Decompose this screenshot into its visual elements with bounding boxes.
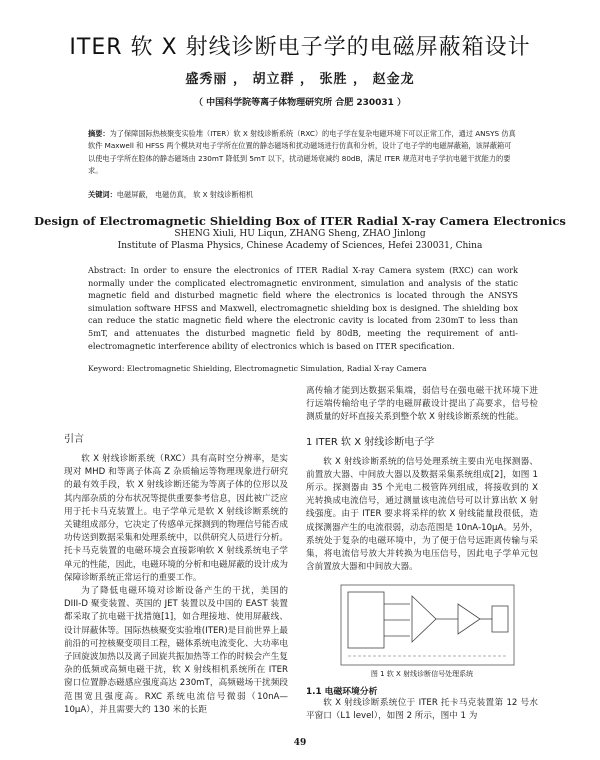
keywords-cn (88, 190, 518, 200)
abstract-cn (88, 128, 518, 178)
subsection-1-1 (306, 684, 538, 723)
daq-block (492, 606, 508, 632)
keywords-en-label: Keyword: (88, 364, 125, 373)
intro-heading: 引言 (64, 434, 84, 445)
paper-title-en: Design of Electromagnetic Shielding Box of ITER Radial X-ray Camera Electronics (34, 214, 566, 228)
keywords-en (88, 364, 518, 373)
right-paragraph-continued: 离传输才能到达数据采集端，弱信号在强电磁干扰环境下进行远端传输给电子学的电磁屏蔽设计提出了高要求，信号检测质量的好坏直接关系到整个软 X 射线诊断系统的性能。 (306, 386, 538, 423)
diagram-frame (341, 585, 514, 665)
abstract-en (88, 264, 518, 352)
keywords-cn-label: 关键词： (88, 190, 117, 199)
abstract-en-text: In order to ensure the electronics of ITER Radial X-ray Camera system (RXC) can work normally under the complicated electromagnetic environment, simulation and analysis of the static magnetic field and disturbed magnetic field where the electronics is located through the ANSYS simulation software HFSS and Maxwell, electromagnetic shielding box is designed. The shielding box can reduce the static magnetic field where the electronic cavity is located from 230mT to less than 5mT, and attenuates the disturbed magnetic field by 80dB, meeting the requirement of anti-electromagnetic interference ability of electronics which is based on ITER specification. (88, 265, 518, 351)
keywords-en-text: Electromagnetic Shielding, Electromagnetic Simulation, Radial X-ray Camera (126, 364, 427, 373)
section-1-paragraph: 软 X 射线诊断系统的信号处理系统主要由光电探测器、前置放大器、中间放大器以及数据采集系统组成[2]，如图 1 所示。探测器由 35 个光电二极管阵列组成，将接收到的 X 光转换成电流信号，通过测量该电流信号可以计算出软 X 射线强度。由于 ITER 要求将采样的软 X 射线能量段很低，造成探测器产生的电流很弱，动态范围是 10nA-10μA。另外，系统处于复杂的电磁环境中，为了便于信号远距离传输与采集，将电流信号放大并转换为电压信号，因此电子学单元包含前置放大器和中间放大器。 (306, 456, 538, 573)
left-column (64, 430, 288, 717)
paper-title-cn: ITER 软 X 射线诊断电子学的电磁屏蔽箱设计 (69, 35, 531, 60)
intro-paragraph-1: 软 X 射线诊断系统（RXC）具有高时空分辨率，是实现对 MHD 和等离子体高 Z 杂质输运等物理现象进行研究的最有效手段，软 X 射线诊断还能为等离子体的位形以及其内部杂质的分布状况等提供重要参考信息，因此被广泛应用于托卡马克装置上。电子学单元是软 X 射线诊断系统的关键组成部分，它决定了传感单元探测到的物理信号能否成功传送到数据采集和处理系统中，以供研究人员进行分析。托卡马克装置的电磁环境会直接影响软 X 射线系统电子学单元的性能，因此，电磁环境的分析和电磁屏蔽的设计成为保障诊断系统正常运行的重要工作。 (64, 454, 288, 583)
abstract-cn-label: 摘要： (88, 129, 110, 138)
affiliation-cn: （ 中国科学院等离子体物理研究所 合肥 230031 ） (193, 98, 407, 108)
intro-paragraph-2: 为了降低电磁环境对诊断设备产生的干扰，美国的 DIII-D 聚变装置、英国的 JET 装置以及中国的 EAST 装置都采取了抗电磁干扰措施[1]，如合理接地、使用屏蔽线、设计屏蔽体等。国际热核聚变实验堆(ITER)是目前世界上最前沿的可控核聚变项目工程，磁体系统电流变化、大功率电子回旋波加热以及离子回旋共振加热等工作的时候会产生复杂的低频或高频电磁干扰，软 X 射线相机系统所在 ITER 窗口位置静态磁感应强度高达 230mT，高频磁场干扰频段范围宽且强度高。RXC 系统电流信号微弱（10nA—10μA），并且需要大约 130 米的长距 (64, 586, 288, 715)
right-column (306, 385, 538, 574)
authors-cn: 盛秀丽 ， 胡立群 ， 张胜 ， 赵金龙 (185, 72, 415, 87)
abstract-cn-text: 为了保障国际热核聚变实验堆（ITER）软 X 射线诊断系统（RXC）的电子学在复杂电磁环境下可以正常工作，通过 ANSYS 仿真软件 Maxwell 和 HFSS 两个模块对电子学所在位置的静态磁场和扰动磁场进行仿真和分析，设计了电子学的电磁屏蔽箱，该屏蔽箱可以使电子学所在腔体的静态磁场由 230mT 降低到 5mT 以下，扰动磁场衰减约 80dB，满足 ITER 规范对电子学抗电磁干扰能力的要求。 (88, 129, 516, 176)
subsection-1-1-heading: 1.1 电磁环境分析 (306, 687, 378, 697)
figure-1-caption: 图 1 软 X 射线诊断信号处理系统 (370, 670, 474, 678)
intermediate-amplifier-symbol (458, 604, 480, 634)
keywords-cn-text: 电磁屏蔽， 电磁仿真， 软 X 射线诊断相机 (116, 190, 254, 199)
section-1-heading: 1 ITER 软 X 射线诊断电子学 (306, 436, 435, 448)
detector-block (348, 592, 384, 648)
signal-processing-diagram (340, 584, 515, 666)
affiliation-en: Institute of Plasma Physics, Chinese Academy of Sciences, Hefei 230031, China (117, 241, 483, 251)
subsection-1-1-paragraph: 软 X 射线诊断系统位于 ITER 托卡马克装置第 12 号水平窗口（L1 level），如图 2 所示，图中 1 为 (306, 698, 538, 722)
abstract-en-label: Abstract: (88, 265, 127, 275)
preamplifier-symbol (412, 596, 436, 642)
authors-en: SHENG Xiuli, HU Liqun, ZHANG Sheng, ZHAO Jinlong (174, 229, 426, 239)
page-number: 49 (293, 738, 307, 748)
